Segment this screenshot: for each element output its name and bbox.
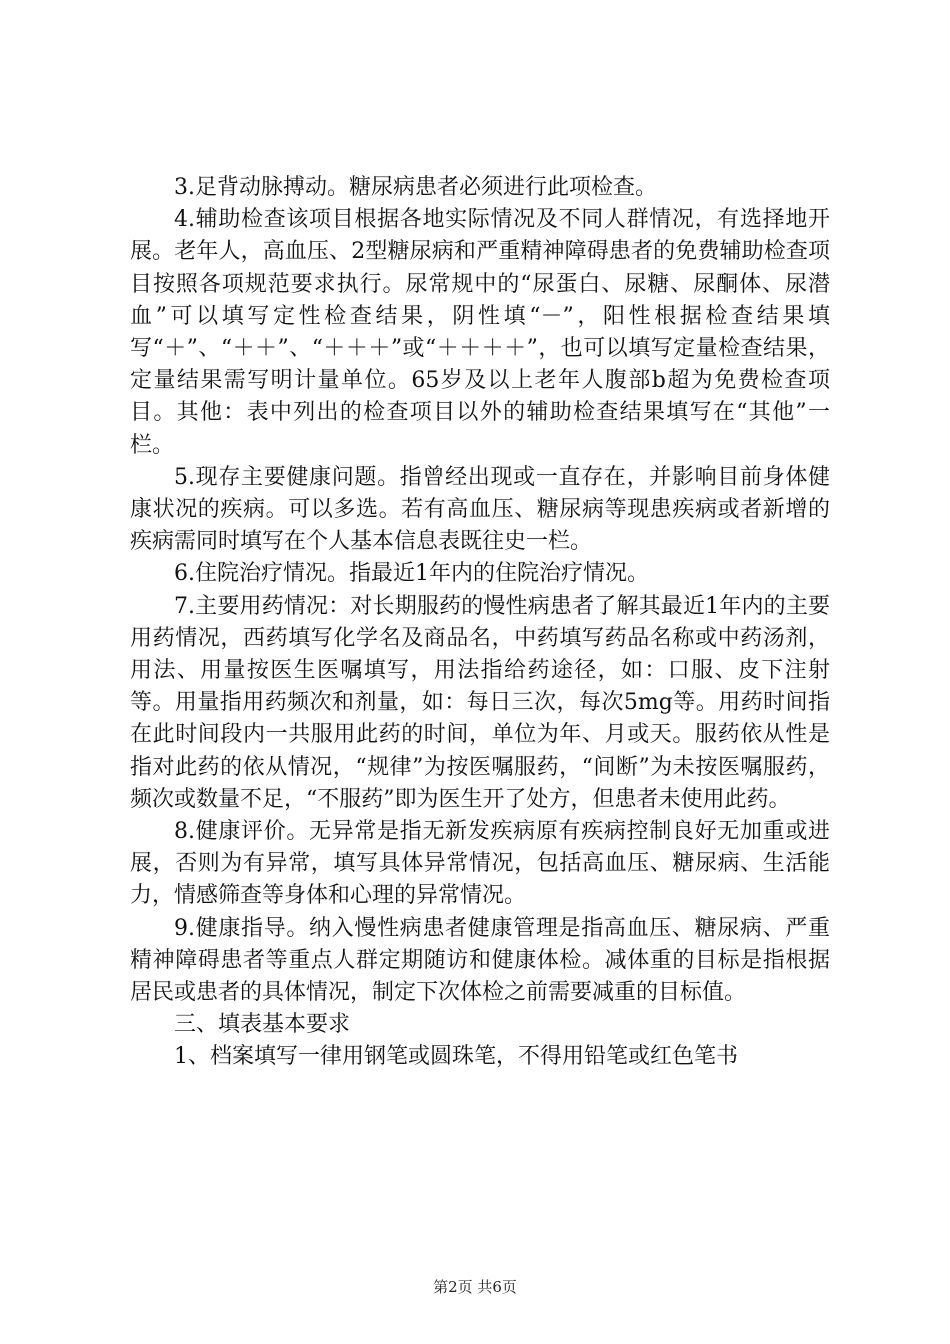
paragraph-item-5: 5.现存主要健康问题。指曾经出现或一直存在，并影响目前身体健康状况的疾病。可以多选。若有高血压、糖尿病等现患疾病或者新增的疾病需同时填写在个人基本信息表既往史一栏。 — [130, 464, 830, 555]
document-body — [130, 172, 830, 1074]
paragraph-item-7: 7.主要用药情况：对长期服药的慢性病患者了解其最近1年内的主要用药情况，西药填写化学名及商品名，中药填写药品名称或中药汤剂，用法、用量按医生医嘱填写，用法指给药途径，如：口服、皮下注射等。用量指用药频次和剂量，如：每日三次，每次5mg等。用药时间指在此时间段内一共服用此药的时间，单位为年、月或天。服药依从性是指对此药的依从情况，“规律”为按医嘱服药，“间断”为未按医嘱服药，频次或数量不足，“不服药”即为医生开了处方，但患者未使用此药。 — [130, 593, 830, 812]
paragraph-item-4: 4.辅助检查该项目根据各地实际情况及不同人群情况，有选择地开展。老年人，高血压、2型糖尿病和严重精神障碍患者的免费辅助检查项目按照各项规范要求执行。尿常规中的“尿蛋白、尿糖、尿酮体、尿潜血”可以填写定性检查结果，阴性填“－”，阳性根据检查结果填写“＋”、“＋＋”、“＋＋＋”或“＋＋＋＋”，也可以填写定量检查结果，定量结果需写明计量单位。65岁及以上老年人腹部b超为免费检查项目。其他：表中列出的检查项目以外的辅助检查结果填写在“其他”一栏。 — [130, 207, 830, 458]
section-heading: 三、填表基本要求 — [174, 1012, 351, 1038]
paragraph-requirement-1: 1、档案填写一律用钢笔或圆珠笔，不得用铅笔或红色笔书 — [174, 1044, 738, 1070]
paragraph-item-6: 6.住院治疗情况。指最近1年内的住院治疗情况。 — [174, 561, 649, 587]
paragraph-item-3: 3.足背动脉搏动。糖尿病患者必须进行此项检查。 — [174, 175, 657, 200]
page-number-footer: 第2页 共6页 — [433, 1278, 517, 1296]
paragraph-item-8: 8.健康评价。无异常是指无新发疾病原有疾病控制良好无加重或进展，否则为有异常，填写具体异常情况，包括高血压、糖尿病、生活能力，情感筛查等身体和心理的异常情况。 — [130, 819, 830, 909]
paragraph-item-9: 9.健康指导。纳入慢性病患者健康管理是指高血压、糖尿病、严重精神障碍患者等重点人群定期随访和健康体检。减体重的目标是指根据居民或患者的具体情况，制定下次体检之前需要减重的目标值。 — [130, 915, 830, 1006]
